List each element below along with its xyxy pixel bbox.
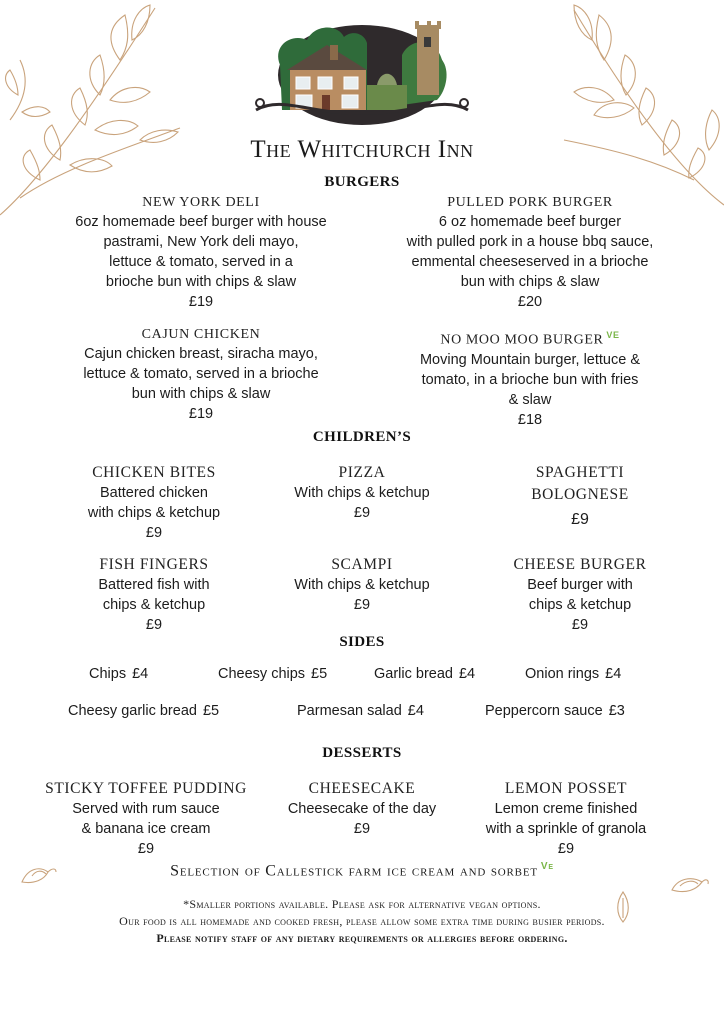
item-price: £19 — [188, 406, 214, 422]
side-price: £4 — [605, 666, 622, 682]
side-item-onion-rings — [525, 666, 621, 682]
side-name: Onion rings — [525, 666, 600, 682]
item-price: £9 — [571, 617, 589, 633]
side-item-cheesy-chips — [218, 666, 327, 682]
item-desc-line: With chips & ketchup — [294, 577, 430, 593]
item-name: CAJUN CHICKEN — [141, 327, 261, 342]
footer-note-homemade: Our food is all homemade and cooked fresh, please allow some extra time during busier periods. — [119, 914, 605, 928]
item-price: £9 — [353, 505, 371, 521]
item-desc-line: 6oz homemade beef burger with house — [75, 214, 327, 230]
item-name: SPAGHETTI — [535, 464, 625, 481]
item-desc-line: lettuce & tomato, served in a brioche — [83, 366, 319, 382]
item-name: PULLED PORK BURGER — [447, 195, 613, 210]
item-desc-line: Cajun chicken breast, siracha mayo, — [84, 346, 318, 362]
item-name: LEMON POSSET — [504, 780, 628, 797]
item-price: £20 — [517, 294, 543, 310]
item-desc-line: & slaw — [508, 391, 552, 408]
side-price: £4 — [458, 666, 476, 682]
sides-heading: SIDES — [339, 634, 385, 650]
item-price: £9 — [353, 821, 371, 837]
side-item-garlic-bread — [374, 666, 475, 682]
menu-item-cheesecake — [262, 778, 462, 839]
item-desc-line: with chips & ketchup — [87, 505, 221, 521]
side-name: Chips — [89, 666, 127, 682]
burgers-heading: BURGERS — [324, 174, 400, 190]
item-desc-line: chips & ketchup — [528, 597, 632, 613]
item-desc-line: Battered chicken — [99, 485, 208, 501]
item-price: £19 — [188, 294, 214, 310]
side-item-parmesan-salad — [297, 703, 424, 719]
menu-item-pulled-pork-burger — [385, 194, 675, 312]
vegan-badge: VE — [606, 330, 620, 340]
menu-item-new-york-deli — [60, 194, 342, 312]
small-flower-decoration-right-icon — [668, 870, 710, 896]
item-desc-line: Beef burger with — [527, 577, 633, 593]
item-desc-line: with pulled pork in a house bbq sauce, — [406, 234, 654, 250]
menu-item-cheese-burger — [480, 554, 680, 635]
side-item-peppercorn-sauce — [485, 703, 625, 719]
item-desc-line: pastrami, New York deli mayo, — [103, 234, 299, 250]
item-desc-line: Lemon creme finished — [494, 801, 638, 817]
desserts-heading: DESSERTS — [322, 745, 402, 761]
item-price: £9 — [145, 525, 163, 541]
item-desc-line: Cheesecake of the day — [287, 801, 437, 817]
menu-item-spaghetti-bolognese — [480, 462, 680, 533]
item-desc-line: Moving Mountain burger, lettuce & — [419, 351, 641, 368]
menu-item-cajun-chicken — [60, 326, 342, 424]
item-name — [385, 326, 675, 350]
childrens-heading: CHILDREN’S — [312, 429, 412, 445]
item-desc-line: lettuce & tomato, served in a — [109, 254, 293, 270]
item-desc-line: bun with chips & slaw — [460, 274, 600, 290]
side-name: Cheesy chips — [218, 666, 306, 682]
footer-note-allergies: Please notify staff of any dietary requirements or allergies before ordering. — [156, 931, 568, 945]
item-name-text: NO MOO MOO BURGER — [440, 332, 604, 348]
item-price: £9 — [137, 841, 155, 857]
item-price: £9 — [571, 511, 589, 528]
menu-item-chicken-bites — [54, 462, 254, 543]
menu-item-no-moo-moo-burger — [385, 326, 675, 430]
item-price: £9 — [145, 617, 163, 633]
item-name: CHICKEN BITES — [92, 464, 216, 481]
item-desc-line: & banana ice cream — [81, 821, 211, 837]
item-desc-line: bun with chips & slaw — [131, 386, 271, 402]
item-price: £18 — [517, 411, 543, 428]
item-desc-line: with a sprinkle of granola — [485, 821, 647, 837]
item-desc-line: chips & ketchup — [102, 597, 206, 613]
item-name: STICKY TOFFEE PUDDING — [45, 780, 247, 797]
inn-title-text: The Whitchurch Inn — [250, 136, 474, 163]
ice-cream-selection — [0, 861, 724, 880]
item-name-line-2: BOLOGNESE — [531, 486, 629, 503]
item-desc-line: brioche bun with chips & slaw — [105, 274, 297, 290]
side-price: £5 — [311, 666, 328, 682]
menu-item-pizza — [262, 462, 462, 523]
menu-item-lemon-posset — [466, 778, 666, 859]
footer-note-portions: *Smaller portions available. Please ask for alternative vegan options. — [183, 897, 541, 911]
side-item-cheesy-garlic-bread — [68, 703, 219, 719]
item-desc-line: Served with rum sauce — [72, 801, 220, 817]
menu-item-fish-fingers — [54, 554, 254, 635]
side-price: £4 — [407, 703, 424, 719]
item-desc-line: tomato, in a brioche bun with fries — [421, 371, 639, 388]
item-desc-line: emmental cheeseserved in a brioche — [411, 254, 649, 270]
item-price: £9 — [557, 841, 575, 857]
side-name: Garlic bread — [374, 666, 453, 682]
side-price: £4 — [132, 666, 149, 682]
item-desc-line: Battered fish with — [98, 577, 210, 593]
side-price: £3 — [608, 703, 625, 719]
side-name: Parmesan salad — [297, 703, 402, 719]
item-name: SCAMPI — [331, 556, 393, 573]
inn-logo-illustration — [252, 15, 472, 130]
menu-item-sticky-toffee-pudding — [36, 778, 256, 859]
item-desc-line: With chips & ketchup — [294, 485, 430, 501]
side-name: Peppercorn sauce — [485, 703, 603, 719]
side-item-chips — [89, 666, 148, 682]
small-flower-decoration-left-icon — [18, 858, 58, 888]
vegan-badge: Ve — [540, 861, 554, 872]
ice-cream-text: Selection of Callestick farm ice cream and sorbet — [170, 862, 538, 880]
item-desc-line: 6 oz homemade beef burger — [438, 214, 622, 230]
item-name: PIZZA — [338, 464, 386, 481]
item-name: FISH FINGERS — [99, 556, 209, 573]
item-name: NEW YORK DELI — [142, 195, 260, 210]
side-price: £5 — [202, 703, 220, 719]
inn-title — [0, 136, 724, 164]
item-name: CHEESECAKE — [308, 780, 416, 797]
side-name: Cheesy garlic bread — [68, 703, 197, 719]
menu-item-scampi — [262, 554, 462, 615]
item-price: £9 — [353, 597, 371, 613]
item-name: CHEESE BURGER — [513, 556, 647, 573]
